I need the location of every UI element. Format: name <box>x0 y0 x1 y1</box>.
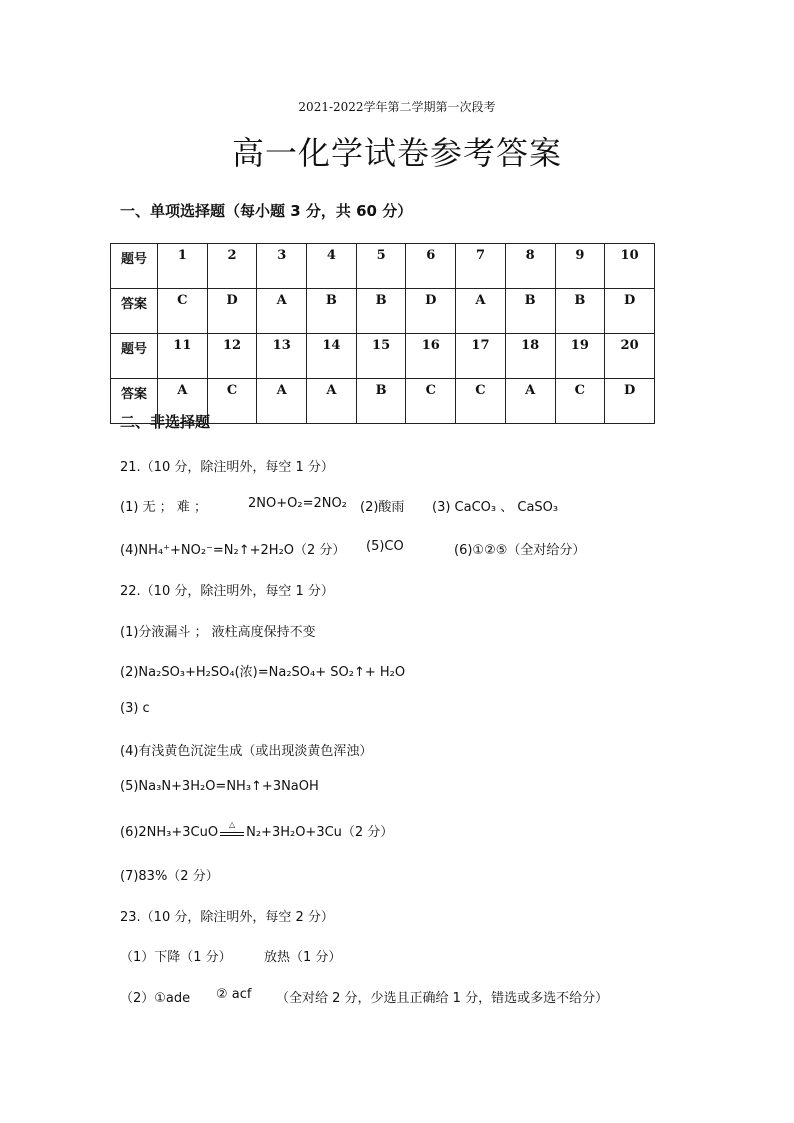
question-number: 2 <box>207 244 257 289</box>
answer-cell: D <box>605 289 655 334</box>
q22-answer-5: (5)Na₃N+3H₂O=NH₃↑+3NaOH <box>120 779 319 794</box>
answer-cell: D <box>605 379 655 424</box>
q23-answer-1-b: 放热（1 分） <box>264 950 342 965</box>
question-number: 9 <box>555 244 605 289</box>
q21-answer-1-2: 2NO+O₂=2NO₂ <box>248 496 347 511</box>
question-number: 8 <box>505 244 555 289</box>
q21-answer-1-1: (1) 无 ； 难 ； <box>120 500 207 515</box>
answer-cell: B <box>307 289 357 334</box>
table-row-numbers-2 <box>111 334 655 379</box>
question-number: 15 <box>356 334 406 379</box>
section1-heading: 一、单项选择题（每小题 3 分，共 60 分） <box>120 202 413 220</box>
q22-answer-6-products: N₂+3H₂O+3Cu（2 分） <box>246 825 394 840</box>
answer-cell: D <box>406 289 456 334</box>
answer-cell: A <box>505 379 555 424</box>
question-number: 3 <box>257 244 307 289</box>
q21-answer-2: (2)酸雨 <box>360 500 405 515</box>
q21-answer-3: (3) CaCO₃ 、 CaSO₃ <box>432 500 559 515</box>
q22-answer-1: (1)分液漏斗 ； 液柱高度保持不变 <box>120 625 316 640</box>
row-label: 题号 <box>111 334 158 379</box>
q23-header: 23.（10 分，除注明外，每空 2 分） <box>120 910 334 925</box>
exam-subtitle: 2021-2022学年第二学期第一次段考 <box>298 100 496 114</box>
answer-cell: C <box>456 379 506 424</box>
q23-answer-2-b: ② acf <box>216 987 252 1002</box>
answer-cell: A <box>257 379 307 424</box>
question-number: 7 <box>456 244 506 289</box>
question-number: 13 <box>257 334 307 379</box>
answer-table <box>110 243 655 424</box>
answer-cell: B <box>555 289 605 334</box>
q22-answer-6 <box>120 821 393 840</box>
q22-answer-4: (4)有浅黄色沉淀生成（或出现淡黄色浑浊） <box>120 744 373 759</box>
q22-answer-2: (2)Na₂SO₃+H₂SO₄(浓)=Na₂SO₄+ SO₂↑+ H₂O <box>120 665 406 680</box>
heat-symbol: △ <box>229 819 236 829</box>
question-number: 19 <box>555 334 605 379</box>
answer-cell: B <box>505 289 555 334</box>
answer-cell: A <box>307 379 357 424</box>
q22-answer-7: (7)83%（2 分） <box>120 869 219 884</box>
q22-answer-6-reactants: (6)2NH₃+3CuO <box>120 825 219 840</box>
q23-answer-1-a: （1）下降（1 分） <box>120 950 232 965</box>
question-number: 14 <box>307 334 357 379</box>
question-number: 1 <box>158 244 208 289</box>
answer-cell: C <box>207 379 257 424</box>
equals-line-top <box>220 832 244 833</box>
row-label: 题号 <box>111 244 158 289</box>
q22-answer-3: (3) c <box>120 701 150 716</box>
question-number: 16 <box>406 334 456 379</box>
answer-cell: C <box>406 379 456 424</box>
question-number: 5 <box>356 244 406 289</box>
section2-heading: 二、非选择题 <box>120 413 211 431</box>
q21-answer-5: (5)CO <box>366 539 404 554</box>
question-number: 17 <box>456 334 506 379</box>
answer-cell: B <box>356 289 406 334</box>
row-label: 答案 <box>111 379 158 424</box>
answer-cell: B <box>356 379 406 424</box>
answer-cell: D <box>207 289 257 334</box>
question-number: 10 <box>605 244 655 289</box>
question-number: 12 <box>207 334 257 379</box>
answer-cell: C <box>158 289 208 334</box>
question-number: 6 <box>406 244 456 289</box>
answer-cell: A <box>456 289 506 334</box>
q23-answer-2-a: （2）①ade <box>120 991 191 1006</box>
heat-condition-arrow <box>220 819 244 840</box>
row-label: 答案 <box>111 289 158 334</box>
question-number: 11 <box>158 334 208 379</box>
table-row-numbers-1 <box>111 244 655 289</box>
q23-answer-2-note: （全对给 2 分，少选且正确给 1 分，错选或多选不给分） <box>276 991 609 1006</box>
question-number: 20 <box>605 334 655 379</box>
answer-cell: C <box>555 379 605 424</box>
equals-line-bottom <box>220 835 244 836</box>
q21-answer-4: (4)NH₄⁺+NO₂⁻=N₂↑+2H₂O（2 分） <box>120 543 346 558</box>
table-row-answers-1 <box>111 289 655 334</box>
q21-answer-6: (6)①②⑤（全对给分） <box>454 543 586 558</box>
question-number: 18 <box>505 334 555 379</box>
answer-cell: A <box>257 289 307 334</box>
q22-header: 22.（10 分，除注明外，每空 1 分） <box>120 584 334 599</box>
q21-header: 21.（10 分，除注明外，每空 1 分） <box>120 460 334 475</box>
answer-cell: A <box>158 379 208 424</box>
page-title: 高一化学试卷参考答案 <box>231 134 562 172</box>
question-number: 4 <box>307 244 357 289</box>
